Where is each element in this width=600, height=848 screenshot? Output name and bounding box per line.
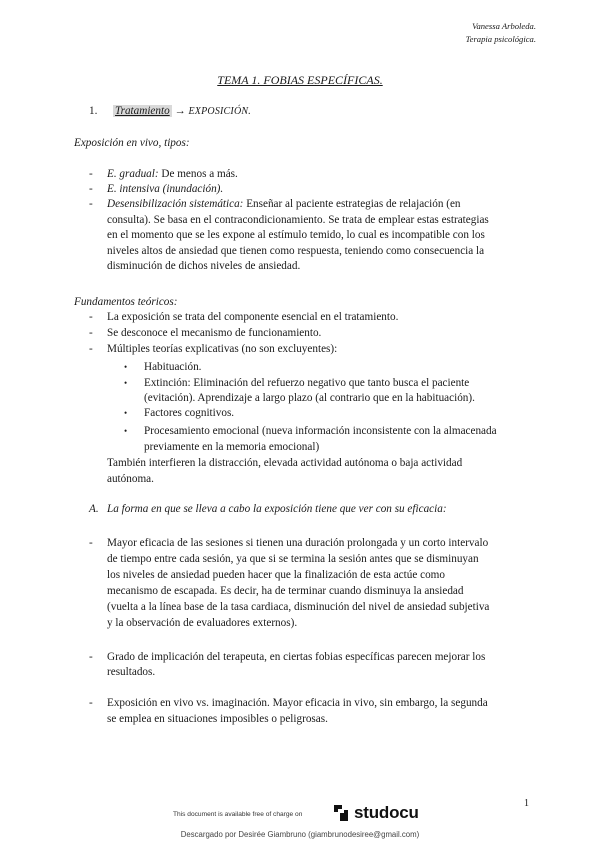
section-a-text: La forma en que se lleva a cabo la exposición tiene que ver con su eficacia: <box>107 503 447 515</box>
download-note: Descargado por Desirée Giambruno (giambrunodesiree@gmail.com) <box>180 830 420 839</box>
ds-line: disminución de dichos niveles de ansiedad. <box>107 260 301 272</box>
bullet-continuation: previamente en la memoria emocional) <box>144 441 320 453</box>
treatment-line <box>89 104 251 120</box>
extra-line: autónoma. <box>107 473 154 485</box>
availability-note: This document is available free of charge on <box>173 811 303 818</box>
para-line: Grado de implicación del terapeuta, en ciertas fobias específicas parecen mejorar los <box>107 651 486 663</box>
bullet-continuation: (evitación). Aprendizaje a largo plazo (al contrario que en la habituación). <box>144 392 475 404</box>
ds-line: consulta). Se basa en el contracondicionamiento. Se trata de emplear estas estrategias <box>107 214 489 226</box>
dash-marker: - <box>89 198 93 210</box>
ds-line: en el momento que se les expone al estímulo temido, lo cual es incompatible con los <box>107 229 485 241</box>
dash-marker: - <box>89 168 93 180</box>
para-line: Exposición en vivo vs. imaginación. Mayor eficacia in vivo, sin embargo, la segunda <box>107 697 488 709</box>
term: Desensibilización sistemática: <box>107 198 244 210</box>
list-text: Múltiples teorías explicativas (no son excluyentes): <box>107 343 338 355</box>
bullet-text: Extinción: Eliminación del refuerzo negativo que tanto busca el paciente <box>144 377 470 389</box>
bullet-text: Procesamiento emocional (nueva información inconsistente con la almacenada <box>144 425 497 437</box>
dash-marker: - <box>89 327 93 339</box>
para-line: resultados. <box>107 666 156 678</box>
bullet-text: Factores cognitivos. <box>144 407 235 419</box>
ds-line: niveles altos de ansiedad que tienen como respuesta, teniendo como consecuencia la <box>107 245 485 257</box>
section-heading-exposicion: Exposición en vivo, tipos: <box>74 137 190 149</box>
bullet-icon: • <box>124 408 128 418</box>
treatment-label: Tratamiento <box>114 105 170 117</box>
arrow-icon: → <box>174 105 186 117</box>
dash-marker: - <box>89 183 93 195</box>
dash-marker: - <box>89 651 93 663</box>
dash-marker: - <box>89 311 93 323</box>
bullet-icon: • <box>124 362 128 372</box>
term: E. intensiva (inundación). <box>107 183 224 195</box>
bullet-icon: • <box>124 426 128 436</box>
para-line: Mayor eficacia de las sesiones si tienen una duración prolongada y un corto intervalo <box>107 537 489 549</box>
dash-marker: - <box>89 537 93 549</box>
treatment-value: EXPOSICIÓN. <box>188 106 251 117</box>
para-line: y la observación de evaluadores externos). <box>107 617 298 629</box>
section-heading-fundamentos: Fundamentos teóricos: <box>74 296 178 308</box>
para-line: los niveles de ansiedad pueden hacer que la finalización de esta actúe como <box>107 569 445 581</box>
page-title: TEMA 1. FOBIAS ESPECÍFICAS. <box>217 73 383 87</box>
item-number: 1. <box>89 105 98 117</box>
list-text: La exposición se trata del componente esencial en el tratamiento. <box>107 311 399 323</box>
list-text: Se desconoce el mecanismo de funcionamiento. <box>107 327 322 339</box>
studocu-logo[interactable] <box>331 803 419 823</box>
section-letter: A. <box>89 503 99 515</box>
para-line: se emplea en situaciones imposibles o peligrosas. <box>107 713 328 725</box>
page-number: 1 <box>524 798 529 809</box>
studocu-logo-icon <box>331 803 351 823</box>
para-line: mecanismo de escapada. Es decir, ha de terminar cuando disminuya la ansiedad <box>107 585 464 597</box>
term: E. gradual: <box>107 168 159 180</box>
para-line: (vuelta a la línea base de la tasa cardiaca, disminución del nivel de ansiedad subjetiva <box>107 601 490 613</box>
term-text: Enseñar al paciente estrategias de relajación (en <box>243 198 461 210</box>
bullet-text: Habituación. <box>144 361 202 373</box>
dash-marker: - <box>89 343 93 355</box>
header-subject: Terapia psicológica. <box>465 34 536 44</box>
studocu-brand: studocu <box>354 803 419 822</box>
para-line: de tiempo entre cada sesión, ya que si se termina la sesión antes que se disminuyan <box>107 553 479 565</box>
term-text: De menos a más. <box>158 168 238 180</box>
dash-marker: - <box>89 697 93 709</box>
bullet-icon: • <box>124 378 128 388</box>
extra-line: También interfieren la distracción, elevada actividad autónoma o baja actividad <box>107 457 463 469</box>
header-author: Vanessa Arboleda. <box>472 21 536 31</box>
